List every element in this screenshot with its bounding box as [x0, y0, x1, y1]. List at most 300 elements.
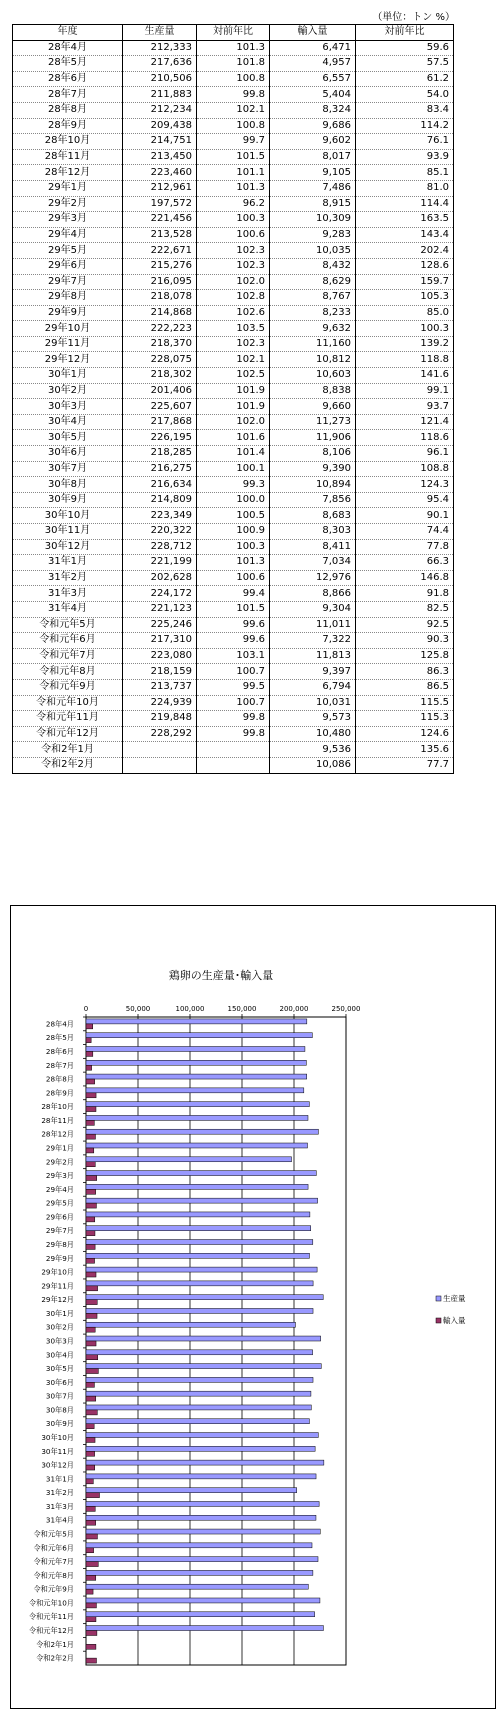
table-row — [13, 180, 454, 196]
cell-period: 30年6月 — [13, 446, 123, 462]
cell-production-yoy: 102.0 — [197, 414, 270, 430]
cell-period: 31年2月 — [13, 570, 123, 586]
cell-production: 223,460 — [123, 165, 197, 181]
cell-period: 令和元年6月 — [13, 633, 123, 649]
cell-production-yoy: 99.6 — [197, 633, 270, 649]
table-row — [13, 633, 454, 649]
category-label: 30年11月 — [41, 1446, 74, 1456]
import-bar — [86, 1617, 96, 1622]
import-bar — [86, 1534, 97, 1539]
cell-production-yoy: 100.8 — [197, 71, 270, 87]
production-bar — [86, 1322, 295, 1327]
x-tick-label: 150,000 — [227, 1005, 257, 1013]
category-label: 30年7月 — [45, 1391, 74, 1401]
category-label: 30年12月 — [41, 1460, 74, 1470]
production-bar — [86, 1460, 324, 1465]
import-bar — [86, 1217, 95, 1222]
cell-import-yoy: 115.3 — [356, 711, 454, 727]
cell-import-yoy: 85.1 — [356, 165, 454, 181]
cell-production: 226,195 — [123, 430, 197, 446]
cell-import: 9,304 — [270, 601, 356, 617]
cell-import: 7,034 — [270, 555, 356, 571]
table-row — [13, 196, 454, 212]
x-tick-label: 250,000 — [331, 1005, 361, 1013]
table-row — [13, 555, 454, 571]
bar-chart — [11, 906, 495, 1708]
cell-production-yoy: 99.8 — [197, 726, 270, 742]
cell-production: 228,712 — [123, 539, 197, 555]
import-bar — [86, 1176, 97, 1181]
cell-import-yoy: 82.5 — [356, 601, 454, 617]
cell-import: 11,273 — [270, 414, 356, 430]
chart-legend — [436, 1293, 466, 1325]
cell-period: 31年1月 — [13, 555, 123, 571]
cell-import-yoy: 141.6 — [356, 368, 454, 384]
cell-period: 令和2年1月 — [13, 742, 123, 758]
cell-import: 8,106 — [270, 446, 356, 462]
category-label: 令和元年7月 — [33, 1557, 74, 1567]
cell-production: 201,406 — [123, 383, 197, 399]
cell-import: 11,813 — [270, 648, 356, 664]
cell-import-yoy: 202.4 — [356, 243, 454, 259]
cell-import-yoy: 159.7 — [356, 274, 454, 290]
cell-production: 217,868 — [123, 414, 197, 430]
cell-import-yoy: 85.0 — [356, 305, 454, 321]
category-label: 令和2年1月 — [36, 1639, 74, 1649]
cell-import: 8,629 — [270, 274, 356, 290]
cell-period: 28年9月 — [13, 118, 123, 134]
category-label: 令和元年9月 — [33, 1584, 74, 1594]
table-row — [13, 711, 454, 727]
cell-import-yoy: 91.8 — [356, 586, 454, 602]
cell-production: 225,246 — [123, 617, 197, 633]
x-tick-label: 200,000 — [279, 1005, 309, 1013]
cell-import: 7,486 — [270, 180, 356, 196]
cell-period: 30年12月 — [13, 539, 123, 555]
legend-swatch — [436, 1296, 441, 1301]
cell-import: 9,573 — [270, 711, 356, 727]
table-row — [13, 414, 454, 430]
cell-period: 29年11月 — [13, 336, 123, 352]
x-tick-label: 100,000 — [175, 1005, 205, 1013]
production-bar — [86, 1184, 308, 1189]
cell-period: 29年6月 — [13, 258, 123, 274]
import-bar — [86, 1272, 96, 1277]
category-label: 28年5月 — [45, 1033, 74, 1043]
production-bar — [86, 1529, 320, 1534]
cell-production: 224,939 — [123, 695, 197, 711]
cell-import-yoy: 118.8 — [356, 352, 454, 368]
production-bar — [86, 1308, 313, 1313]
table-row — [13, 648, 454, 664]
cell-period: 29年8月 — [13, 290, 123, 306]
category-label: 29年10月 — [41, 1267, 74, 1277]
cell-production-yoy: 100.6 — [197, 570, 270, 586]
cell-production: 214,809 — [123, 492, 197, 508]
production-bar — [86, 1171, 316, 1176]
cell-production: 209,438 — [123, 118, 197, 134]
production-bar — [86, 1212, 310, 1217]
cell-production-yoy: 102.3 — [197, 258, 270, 274]
category-label: 令和元年8月 — [33, 1570, 74, 1580]
cell-production-yoy: 102.0 — [197, 274, 270, 290]
cell-period: 29年7月 — [13, 274, 123, 290]
table-row — [13, 492, 454, 508]
import-bar — [86, 1038, 91, 1043]
import-bar — [86, 1231, 95, 1236]
import-bar — [86, 1451, 95, 1456]
cell-period: 28年8月 — [13, 102, 123, 118]
production-bar — [86, 1364, 321, 1369]
cell-production-yoy: 101.3 — [197, 40, 270, 56]
production-bar — [86, 1295, 323, 1300]
cell-production-yoy: 100.3 — [197, 212, 270, 228]
table-row — [13, 695, 454, 711]
cell-period: 29年5月 — [13, 243, 123, 259]
cell-period: 30年4月 — [13, 414, 123, 430]
cell-production — [123, 757, 197, 773]
cell-period: 28年7月 — [13, 87, 123, 103]
cell-period: 28年5月 — [13, 56, 123, 72]
cell-period: 令和元年7月 — [13, 648, 123, 664]
cell-production: 219,848 — [123, 711, 197, 727]
cell-import: 8,683 — [270, 508, 356, 524]
cell-import-yoy: 93.7 — [356, 399, 454, 415]
cell-period: 令和元年9月 — [13, 679, 123, 695]
cell-import: 7,322 — [270, 633, 356, 649]
cell-production: 202,628 — [123, 570, 197, 586]
table-row — [13, 118, 454, 134]
category-label: 30年6月 — [45, 1377, 74, 1387]
cell-production: 228,292 — [123, 726, 197, 742]
cell-import-yoy: 124.6 — [356, 726, 454, 742]
cell-production: 228,075 — [123, 352, 197, 368]
production-bar — [86, 1584, 308, 1589]
cell-import-yoy: 124.3 — [356, 477, 454, 493]
cell-import-yoy: 99.1 — [356, 383, 454, 399]
category-label: 29年1月 — [45, 1143, 74, 1153]
cell-production-yoy: 99.4 — [197, 586, 270, 602]
category-label: 30年5月 — [45, 1364, 74, 1374]
cell-production-yoy: 101.9 — [197, 383, 270, 399]
import-bar — [86, 1189, 96, 1194]
cell-production: 212,961 — [123, 180, 197, 196]
table-row — [13, 524, 454, 540]
cell-period: 令和元年12月 — [13, 726, 123, 742]
cell-period: 30年1月 — [13, 368, 123, 384]
cell-production: 218,285 — [123, 446, 197, 462]
cell-production: 213,450 — [123, 149, 197, 165]
cell-production-yoy: 101.1 — [197, 165, 270, 181]
table-row — [13, 305, 454, 321]
cell-import-yoy: 114.2 — [356, 118, 454, 134]
production-bar — [86, 1391, 311, 1396]
cell-production-yoy: 96.2 — [197, 196, 270, 212]
cell-production-yoy: 99.5 — [197, 679, 270, 695]
cell-import: 9,536 — [270, 742, 356, 758]
import-bar — [86, 1658, 96, 1663]
cell-production: 214,868 — [123, 305, 197, 321]
cell-import-yoy: 54.0 — [356, 87, 454, 103]
cell-import-yoy: 118.6 — [356, 430, 454, 446]
cell-production-yoy: 102.3 — [197, 243, 270, 259]
cell-production: 216,095 — [123, 274, 197, 290]
cell-import-yoy: 96.1 — [356, 446, 454, 462]
cell-period: 29年10月 — [13, 321, 123, 337]
category-label: 令和元年5月 — [33, 1529, 74, 1539]
table-row — [13, 726, 454, 742]
cell-production: 217,310 — [123, 633, 197, 649]
cell-production-yoy: 102.1 — [197, 102, 270, 118]
cell-period: 28年6月 — [13, 71, 123, 87]
category-label: 30年3月 — [45, 1336, 74, 1346]
table-row — [13, 617, 454, 633]
cell-period: 29年12月 — [13, 352, 123, 368]
production-bar — [86, 1377, 313, 1382]
production-bar — [86, 1088, 304, 1093]
cell-period: 28年10月 — [13, 134, 123, 150]
table-row — [13, 56, 454, 72]
production-bar — [86, 1350, 313, 1355]
cell-production: 215,276 — [123, 258, 197, 274]
table-row — [13, 40, 454, 56]
legend-label: 生産量 — [443, 1294, 466, 1303]
cell-production-yoy: 102.5 — [197, 368, 270, 384]
import-bar — [86, 1562, 98, 1567]
chart-bars — [86, 1019, 324, 1663]
cell-import-yoy: 163.5 — [356, 212, 454, 228]
cell-import: 8,866 — [270, 586, 356, 602]
cell-production: 221,199 — [123, 555, 197, 571]
production-bar — [86, 1157, 291, 1162]
production-bar — [86, 1419, 309, 1424]
import-bar — [86, 1051, 93, 1056]
cell-production-yoy: 100.9 — [197, 524, 270, 540]
category-label: 28年9月 — [45, 1088, 74, 1098]
import-bar — [86, 1065, 92, 1070]
cell-import: 8,324 — [270, 102, 356, 118]
cell-import-yoy: 100.3 — [356, 321, 454, 337]
production-bar — [86, 1557, 318, 1562]
cell-production — [123, 742, 197, 758]
production-bar — [86, 1570, 313, 1575]
import-bar — [86, 1079, 95, 1084]
production-bar — [86, 1474, 316, 1479]
cell-import-yoy: 114.4 — [356, 196, 454, 212]
cell-import: 8,303 — [270, 524, 356, 540]
table-row — [13, 227, 454, 243]
cell-production: 216,634 — [123, 477, 197, 493]
cell-import: 9,660 — [270, 399, 356, 415]
import-bar — [86, 1286, 98, 1291]
cell-production-yoy: 102.3 — [197, 336, 270, 352]
cell-production-yoy: 100.7 — [197, 664, 270, 680]
cell-import-yoy: 76.1 — [356, 134, 454, 150]
cell-import: 11,160 — [270, 336, 356, 352]
table-row — [13, 430, 454, 446]
table-row — [13, 149, 454, 165]
cell-import: 10,603 — [270, 368, 356, 384]
chart-title: 鶏卵の生産量･輸入量 — [168, 969, 274, 982]
cell-production: 197,572 — [123, 196, 197, 212]
cell-import: 11,011 — [270, 617, 356, 633]
import-bar — [86, 1410, 97, 1415]
cell-import: 12,976 — [270, 570, 356, 586]
cell-import-yoy: 143.4 — [356, 227, 454, 243]
table-row — [13, 243, 454, 259]
import-bar — [86, 1134, 95, 1139]
cell-import-yoy: 83.4 — [356, 102, 454, 118]
cell-import-yoy: 57.5 — [356, 56, 454, 72]
production-bar — [86, 1143, 307, 1148]
import-bar — [86, 1244, 95, 1249]
import-bar — [86, 1424, 94, 1429]
table-row — [13, 352, 454, 368]
cell-import-yoy: 92.5 — [356, 617, 454, 633]
cell-production: 222,671 — [123, 243, 197, 259]
cell-production-yoy — [197, 757, 270, 773]
production-bar — [86, 1074, 307, 1079]
cell-import: 5,404 — [270, 87, 356, 103]
cell-production-yoy: 100.5 — [197, 508, 270, 524]
cell-import-yoy: 74.4 — [356, 524, 454, 540]
table-row — [13, 586, 454, 602]
cell-period: 28年11月 — [13, 149, 123, 165]
production-bar — [86, 1626, 323, 1631]
cell-period: 28年12月 — [13, 165, 123, 181]
production-bar — [86, 1226, 311, 1231]
table-row — [13, 290, 454, 306]
category-label: 29年6月 — [45, 1212, 74, 1222]
import-bar — [86, 1203, 96, 1208]
production-bar — [86, 1598, 320, 1603]
production-bar — [86, 1198, 318, 1203]
category-label: 29年9月 — [45, 1253, 74, 1263]
cell-import-yoy: 121.4 — [356, 414, 454, 430]
table-row — [13, 383, 454, 399]
cell-import-yoy: 77.8 — [356, 539, 454, 555]
import-bar — [86, 1631, 97, 1636]
table-row — [13, 71, 454, 87]
table-row — [13, 336, 454, 352]
cell-import: 10,812 — [270, 352, 356, 368]
cell-production-yoy: 99.7 — [197, 134, 270, 150]
cell-production-yoy: 103.1 — [197, 648, 270, 664]
import-bar — [86, 1300, 97, 1305]
cell-import: 9,283 — [270, 227, 356, 243]
cell-period: 30年8月 — [13, 477, 123, 493]
cell-production-yoy: 100.7 — [197, 695, 270, 711]
cell-period: 29年3月 — [13, 212, 123, 228]
cell-import-yoy: 135.6 — [356, 742, 454, 758]
production-bar — [86, 1019, 307, 1024]
cell-production: 210,506 — [123, 71, 197, 87]
cell-import-yoy: 115.5 — [356, 695, 454, 711]
category-label: 30年8月 — [45, 1405, 74, 1415]
cell-import-yoy: 128.6 — [356, 258, 454, 274]
import-bar — [86, 1589, 93, 1594]
cell-import: 10,894 — [270, 477, 356, 493]
cell-production-yoy: 102.1 — [197, 352, 270, 368]
cell-period: 30年2月 — [13, 383, 123, 399]
category-label: 28年8月 — [45, 1074, 74, 1084]
table-header-row — [13, 25, 454, 41]
cell-import-yoy: 108.8 — [356, 461, 454, 477]
cell-period: 31年4月 — [13, 601, 123, 617]
import-bar — [86, 1258, 95, 1263]
import-bar — [86, 1355, 98, 1360]
table-row — [13, 477, 454, 493]
table-row — [13, 134, 454, 150]
x-tick-label: 0 — [83, 1005, 89, 1013]
import-bar — [86, 1493, 99, 1498]
import-bar — [86, 1382, 94, 1387]
cell-import: 6,794 — [270, 679, 356, 695]
import-bar — [86, 1162, 95, 1167]
category-label: 28年6月 — [45, 1046, 74, 1056]
category-label: 29年3月 — [45, 1171, 74, 1181]
import-bar — [86, 1148, 94, 1153]
table-row — [13, 165, 454, 181]
table-row — [13, 274, 454, 290]
category-label: 28年7月 — [45, 1060, 74, 1070]
header-production-yoy: 対前年比 — [197, 25, 270, 41]
cell-production-yoy: 101.8 — [197, 56, 270, 72]
category-label: 28年11月 — [41, 1115, 74, 1125]
cell-production-yoy: 102.8 — [197, 290, 270, 306]
cell-period: 30年7月 — [13, 461, 123, 477]
category-label: 令和元年11月 — [28, 1612, 74, 1622]
legend-label: 輸入量 — [443, 1316, 466, 1325]
cell-production: 212,234 — [123, 102, 197, 118]
cell-period: 29年9月 — [13, 305, 123, 321]
cell-production-yoy — [197, 742, 270, 758]
table-row — [13, 664, 454, 680]
x-tick-label: 50,000 — [125, 1005, 151, 1013]
cell-import: 8,915 — [270, 196, 356, 212]
production-bar — [86, 1253, 309, 1258]
cell-production: 220,322 — [123, 524, 197, 540]
import-bar — [86, 1369, 98, 1374]
cell-import: 6,557 — [270, 71, 356, 87]
cell-production: 218,370 — [123, 336, 197, 352]
category-label: 29年12月 — [41, 1295, 74, 1305]
cell-production: 224,172 — [123, 586, 197, 602]
cell-production-yoy: 99.3 — [197, 477, 270, 493]
production-bar — [86, 1033, 312, 1038]
cell-import: 9,602 — [270, 134, 356, 150]
cell-production: 222,223 — [123, 321, 197, 337]
production-bar — [86, 1433, 318, 1438]
category-label: 30年2月 — [45, 1322, 74, 1332]
production-import-table — [12, 24, 454, 774]
import-bar — [86, 1396, 96, 1401]
table-row — [13, 539, 454, 555]
production-bar — [86, 1102, 309, 1107]
cell-import: 8,767 — [270, 290, 356, 306]
cell-production: 225,607 — [123, 399, 197, 415]
category-label: 30年10月 — [41, 1433, 74, 1443]
cell-period: 29年2月 — [13, 196, 123, 212]
import-bar — [86, 1093, 96, 1098]
cell-production: 221,123 — [123, 601, 197, 617]
cell-production: 218,302 — [123, 368, 197, 384]
table-row — [13, 757, 454, 773]
legend-swatch — [436, 1318, 441, 1323]
import-bar — [86, 1341, 96, 1346]
header-period: 年度 — [13, 25, 123, 41]
cell-production-yoy: 101.5 — [197, 149, 270, 165]
